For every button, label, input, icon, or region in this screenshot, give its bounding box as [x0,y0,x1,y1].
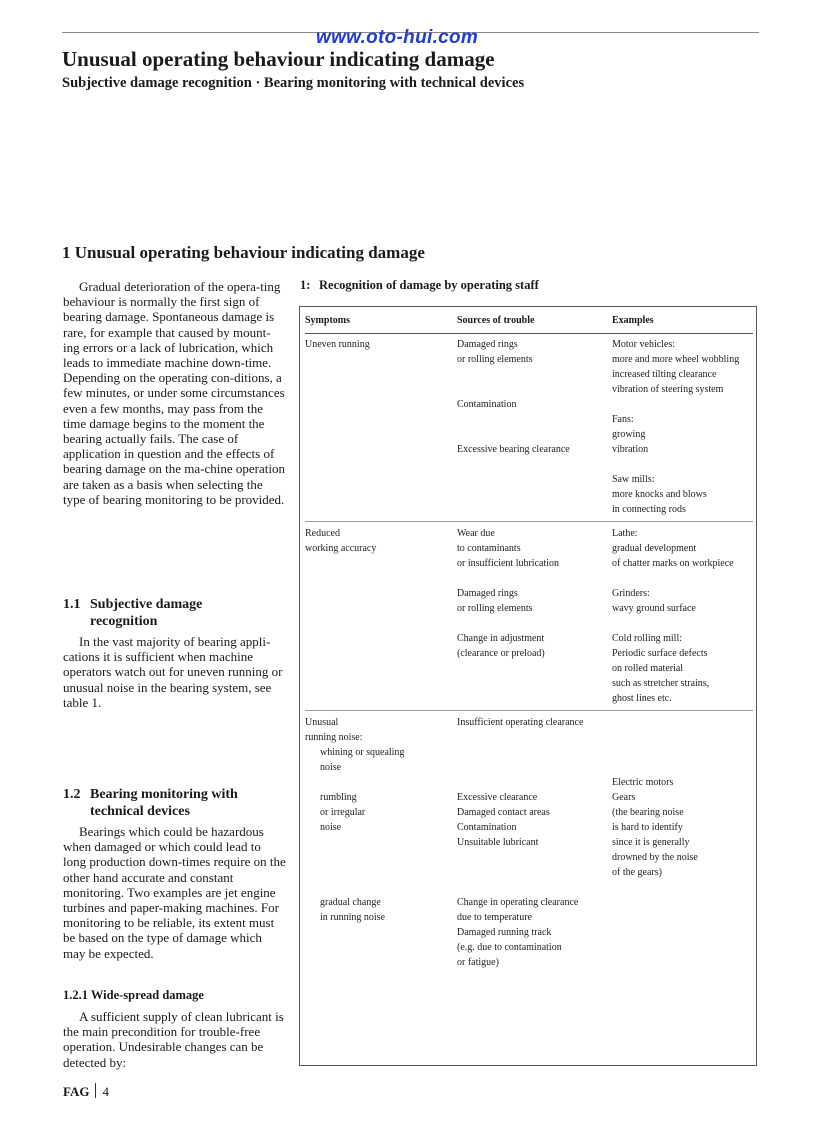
watermark: www.oto-hui.com [316,27,479,48]
text-line: vibration [612,444,649,455]
section-title-line2: recognition [90,614,158,629]
table-title: Recognition of damage by operating staff [319,278,539,292]
row1-symptom: Uneven running [305,339,370,350]
row3-sources-c [457,895,578,970]
text-line: more and more wheel wobbling [612,354,740,365]
section-title-line2: technical devices [90,804,190,819]
text-line: Periodic surface defects [612,648,708,659]
section-1-2-1-heading: 1.2.1 Wide-spread damage [63,988,204,1002]
header-examples: Examples [612,315,654,326]
row3-sub-b [305,790,365,835]
section-number: 1.2 [63,787,81,802]
text-line: Unusual [305,717,339,728]
row1-sources-c: Excessive bearing clearance [457,444,570,455]
text-line: or insufficient lubrication [457,558,560,569]
section-1-1-heading [63,596,202,630]
text-line: is hard to identify [612,822,683,833]
text-line: running noise: [305,732,363,743]
text-line: gradual development [612,543,697,554]
page-title: Unusual operating behaviour indicating damage [62,47,495,71]
page-number: 4 [102,1084,109,1099]
section-1-2-1-text: A sufficient supply of clean lubricant is the main precondition for trouble-free operation. Undesirable changes can be detected by: [63,1009,284,1070]
text-line: Wear due [457,528,495,539]
row1-examples-a [612,337,739,397]
text-line: Unsuitable lubricant [457,837,539,848]
table-caption [300,278,539,293]
footer-brand: FAG [63,1084,90,1099]
row2-examples-b [612,586,696,616]
text-line: Damaged rings [457,339,518,350]
row2-sources-c [457,631,545,661]
row3-sub-c [305,895,385,925]
text-line: Excessive clearance [457,792,538,803]
text-line: working accuracy [305,543,377,554]
text-line: Lathe: [612,528,638,539]
page-footer [63,1083,109,1100]
text-line: Saw mills: [612,474,655,485]
row1-sources-a [457,337,533,367]
header-sources: Sources of trouble [457,315,535,326]
section-1-1-text: In the vast majority of bearing appli-cations it is sufficient when machine operators watch out for uneven running or unusual noise in the bearing system, see table 1. [63,634,283,710]
text-line: on rolled material [612,663,684,674]
section-1-2-text: Bearings which could be hazardous when damaged or which could lead to long production down-times require on the other hand accurate and constant monitoring. Two examples are jet engine turbines and paper-making machines. For monitoring to be reliable, its extent must be based on the type of damage which may be expected. [63,824,286,961]
row3-sources-a: Insufficient operating clearance [457,717,584,728]
row1-examples-b [612,412,648,457]
section-title-line1: Subjective damage [90,597,203,612]
row-divider [305,710,753,711]
text-line: more knocks and blows [612,489,707,500]
text-line: increased tilting clearance [612,369,717,380]
row2-sources-b [457,586,533,616]
text-line: vibration of steering system [612,384,724,395]
damage-recognition-table [299,306,757,1066]
header-symptoms: Symptoms [305,315,351,326]
text-line: Electric motors [612,777,674,788]
text-line: Cold rolling mill: [612,633,683,644]
footer-divider [95,1083,96,1098]
page-subtitle: Subjective damage recognition · Bearing monitoring with technical devices [62,75,525,91]
row1-examples-c [612,472,707,517]
text-line: Damaged rings [457,588,518,599]
text-line: rumbling [320,792,357,803]
text-line: growing [612,429,646,440]
text-line: wavy ground surface [612,603,696,614]
row3-symptom [305,715,363,745]
text-line: ghost lines etc. [612,693,672,704]
text-line: noise [320,762,342,773]
text-line: (clearance or preload) [457,648,545,659]
text-line: (the bearing noise [612,807,684,818]
section-1-heading: 1 Unusual operating behaviour indicating damage [62,243,425,262]
text-line: since it is generally [612,837,690,848]
text-line: gradual change [320,897,381,908]
text-line: or irregular [320,807,366,818]
table-number: 1: [300,278,311,292]
text-line: Change in operating clearance [457,897,579,908]
text-line: of chatter marks on workpiece [612,558,734,569]
text-line: in connecting rods [612,504,686,515]
text-line: noise [320,822,342,833]
text-line: such as stretcher strains, [612,678,710,689]
text-line: or fatigue) [457,957,499,968]
text-line: Motor vehicles: [612,339,676,350]
text-line: to contaminants [457,543,521,554]
text-line: Gears [612,792,636,803]
row3-sources-b [457,790,550,850]
text-line: due to temperature [457,912,532,923]
text-line: (e.g. due to contamination [457,942,562,953]
row2-symptom [305,526,376,556]
row2-examples-c [612,631,709,706]
intro-paragraph: Gradual deterioration of the opera-ting behaviour is normally the first sign of bearing damage. Spontaneous damage is rare, for example that caused by mount-ing errors or a lack of lubrication, which leads to immediate machine down-time. Depending on the operating con-ditions, a few minutes, or under some circumstances even a few months, may pass from the time damage begins to the moment the bearing actually fails. The case of application in question and the effects of bearing damage on the ma-chine operation are taken as a basis when selecting the type of bearing monitoring to be provided. [63,279,285,507]
text-line: of the gears) [612,867,662,878]
row2-examples-a [612,526,734,571]
text-line: Grinders: [612,588,650,599]
row3-sub-a [305,745,404,775]
text-line: drowned by the noise [612,852,698,863]
row3-examples [612,775,698,880]
section-title-line1: Bearing monitoring with [90,787,238,802]
header-divider [305,333,753,334]
text-line: or rolling elements [457,354,533,365]
text-line: whining or squealing [320,747,405,758]
row1-sources-b: Contamination [457,399,517,410]
text-line: Damaged contact areas [457,807,550,818]
section-number: 1.1 [63,597,81,612]
text-line: Damaged running track [457,927,552,938]
row-divider [305,521,753,522]
section-1-2-heading [63,786,238,820]
text-line: Contamination [457,822,517,833]
text-line: Reduced [305,528,340,539]
text-line: Change in adjustment [457,633,545,644]
text-line: Fans: [612,414,634,425]
text-line: or rolling elements [457,603,533,614]
text-line: in running noise [320,912,385,923]
row2-sources-a [457,526,559,571]
